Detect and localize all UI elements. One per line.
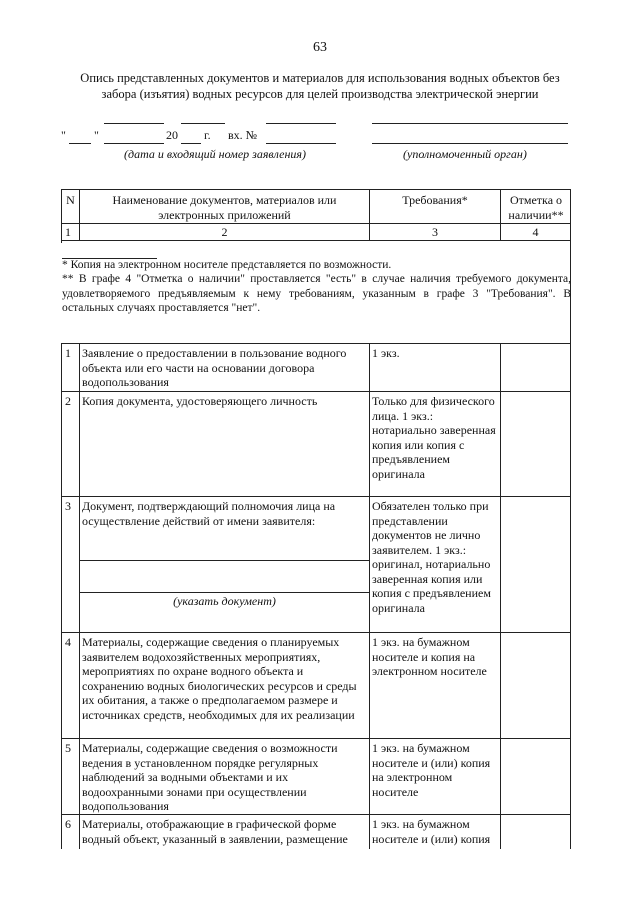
authority-blank: [372, 143, 568, 144]
document-name-caption: (указать документ): [173, 594, 276, 608]
blank-top-3: [266, 123, 336, 124]
table-rule: [61, 496, 571, 497]
day-blank: [69, 143, 91, 144]
blank-top-1: [104, 123, 164, 124]
row-requirements: Только для физического лица. 1 экз.: нотариально заверенная копия или копия с предъявлением оригинала: [372, 394, 496, 481]
header-availability-mark: Отметка о наличии**: [508, 193, 564, 222]
year-prefix: 20: [166, 128, 178, 142]
blank-top-4: [372, 123, 568, 124]
col-number: 4: [532, 225, 539, 239]
row-name: Документ, подтверждающий полномочия лица на осуществление действий от имени заявителя:: [82, 499, 336, 528]
month-blank: [104, 143, 164, 144]
table-rule: [61, 391, 571, 392]
table-rule: [61, 343, 571, 344]
header-requirements: Требования*: [402, 193, 468, 207]
year-blank: [181, 143, 201, 144]
year-suffix: г.: [204, 128, 211, 142]
table-rule: [61, 223, 571, 224]
row-number: 4: [65, 635, 71, 649]
footnote-2: ** В графе 4 "Отметка о наличии" проставляется "есть" в случае наличия требуемого документа, удовлетворяемого предъявляемым к нему требованиям, указанным в графе 3 "Требования". В остальных случаях проставляется "нет".: [62, 273, 571, 314]
table-rule: [61, 814, 571, 815]
col-number: 2: [221, 225, 228, 239]
row-requirements: 1 экз. на бумажном носителе и копия на электронном носителе: [372, 635, 487, 678]
row-number: 2: [65, 394, 71, 408]
title-line-2: забора (изъятия) водных ресурсов для целей производства электрической энергии: [101, 87, 539, 101]
header-name: Наименование документов, материалов или электронных приложений: [112, 193, 337, 222]
col-number: 1: [65, 225, 71, 239]
quote-close: ": [94, 128, 99, 142]
row-requirements: 1 экз. на бумажном носителе и (или) копия: [372, 817, 491, 846]
page-number: 63: [313, 40, 327, 55]
row-requirements: 1 экз. на бумажном носителе и (или) копия на электронном носителе: [372, 741, 491, 799]
document-title: [60, 70, 580, 102]
row-name: Копия документа, удостоверяющего личность: [82, 394, 318, 408]
row-number: 5: [65, 741, 71, 755]
table-col-line: [500, 343, 501, 849]
table-rule: [61, 632, 571, 633]
table-col-line: [369, 343, 370, 849]
row-name: Материалы, содержащие сведения о планируемых заявителем водохозяйственных мероприятиях, мероприятиях по охране водного объекта и сохранению водных биологических ресурсов и среды их обитания, а также о предполагаемом размере и источниках средств, необходимых для их реализации: [82, 635, 357, 722]
row-requirements: 1 экз.: [372, 346, 400, 360]
footnote-1: * Копия на электронном носителе представляется по возможности.: [62, 259, 392, 271]
quote-open: ": [61, 128, 66, 142]
blank-top-2: [181, 123, 225, 124]
row-name: Материалы, отображающие в графической форме водный объект, указанный в заявлении, размещение: [82, 817, 348, 846]
table-border: [61, 343, 62, 849]
doc-input-rule: [79, 560, 369, 561]
incoming-number-label: вх. №: [228, 128, 258, 142]
header-num: N: [66, 193, 75, 207]
table-rule: [61, 189, 571, 190]
row-number: 1: [65, 346, 71, 360]
doc-input-rule: [79, 592, 369, 593]
incoming-number-blank: [266, 143, 336, 144]
col-number: 3: [432, 225, 438, 239]
caption-date-number: (дата и входящий номер заявления): [124, 147, 306, 161]
row-name: Материалы, содержащие сведения о возможности ведения в установленном порядке регулярных наблюдений за водными объектами и их водоохранными зонами при осуществлении водопользования: [82, 741, 338, 813]
table-rule: [61, 240, 571, 241]
row-number: 6: [65, 817, 71, 831]
row-number: 3: [65, 499, 71, 513]
table-rule: [61, 738, 571, 739]
caption-authority: (уполномоченный орган): [403, 147, 527, 161]
row-name: Заявление о предоставлении в пользование водного объекта или его части на основании договора водопользования: [82, 346, 347, 389]
row-requirements: Обязателен только при представлении документов не лично заявителем. 1 экз.: оригинал, нотариально заверенная копия или копия с предъявлением оригинала: [372, 499, 491, 615]
title-line-1: Опись представленных документов и материалов для использования водных объектов без: [80, 71, 560, 85]
